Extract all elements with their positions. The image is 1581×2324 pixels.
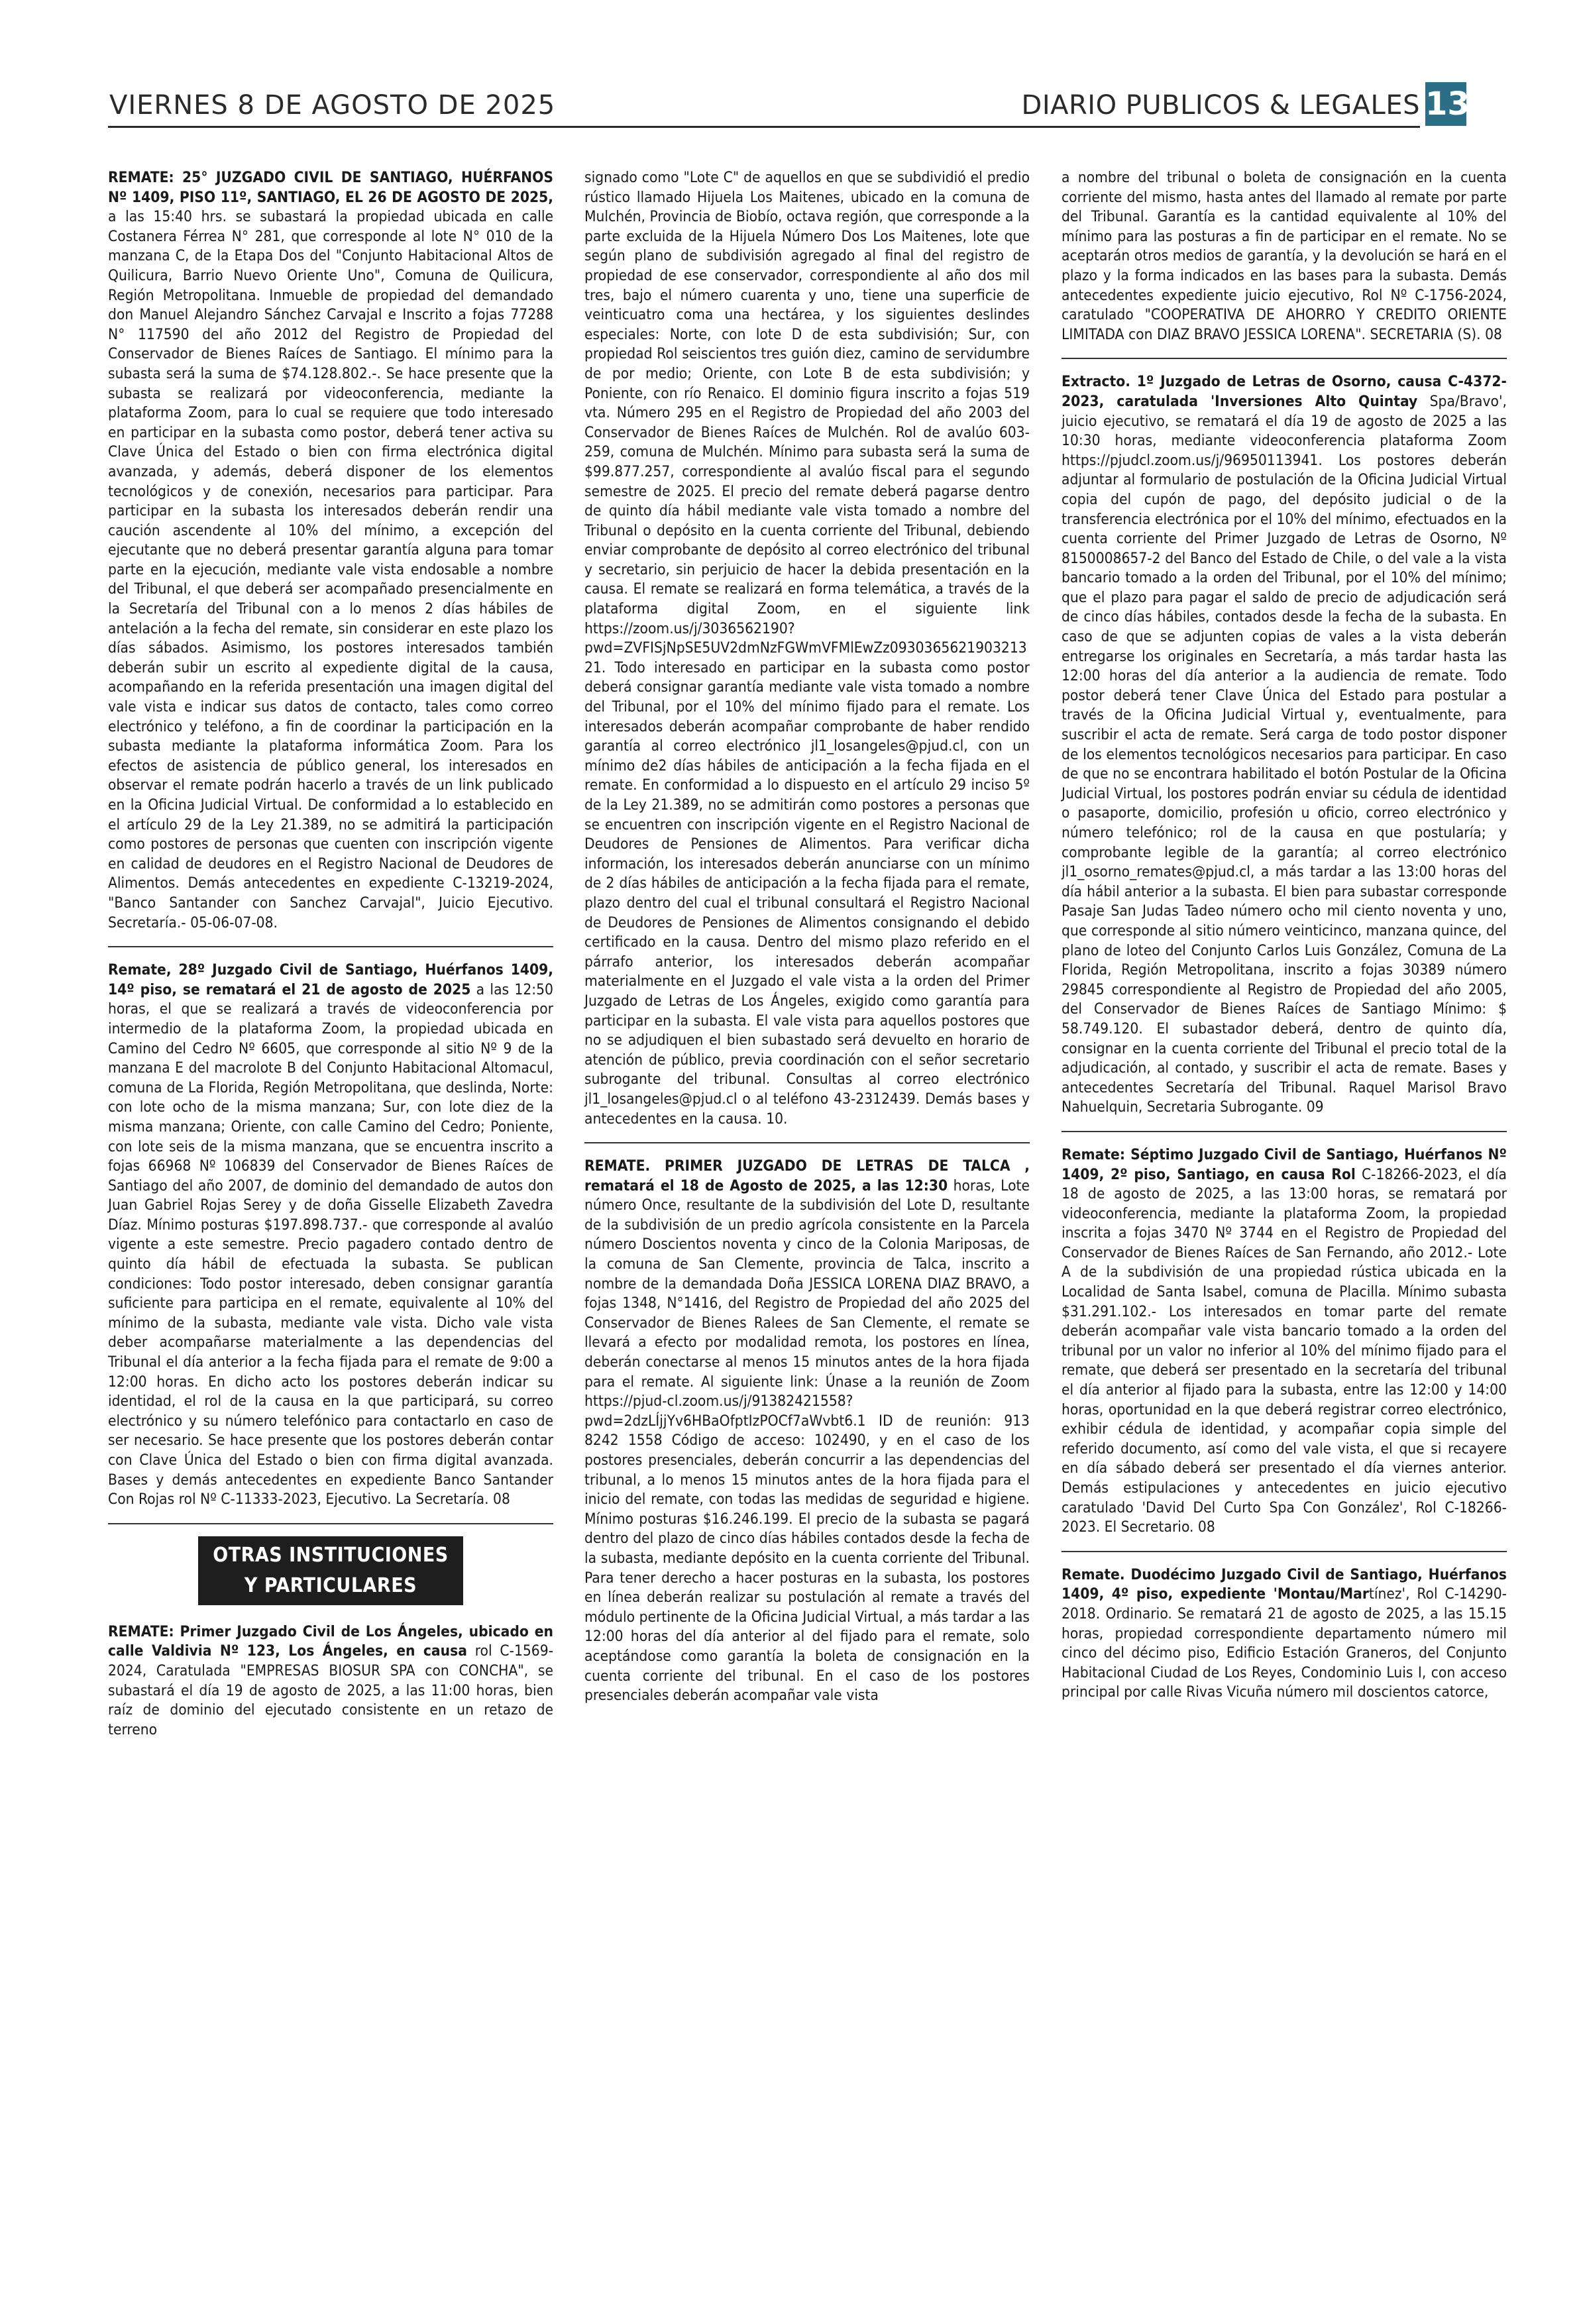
notice-heading: Extracto. 1º Juzgado de Letras de Osorno, causa C-4372-2023, caratulada 'Inversiones Alto Quintay bbox=[1062, 373, 1507, 410]
notice-body: a las 15:40 hrs. se subastará la propiedad ubicada en calle Costanera Férrea N° 281, que corresponde al lote N° 010 de la manzana C, de la Etapa Dos del "Conjunto Habitacional Altos de Quilicura, Barrio Nuevo Oriente Uno", Comuna de Quilicura, Región Metropolitana. Inmueble de propiedad del demandado don Manuel Alejandro Sánchez Carvajal e Inscrito a fojas 77288 N° 117590 del año 2012 del Registro de Propiedad del Conservador de Bienes Raíces de Santiago. El mínimo para la subasta será la suma de $74.128.802.-. Se hace presente que la subasta se realizará por videoconferencia, mediante la plataforma Zoom, para lo cual se requiere que todo interesado en participar en la subasta como postor, deberá tener activa su Clave Única del Estado o bien con firma electrónica digital avanzada, y además, deberá disponer de los elementos tecnológicos y de conexión, necesarios para participar. Para participar en la subasta los interesados deberán rendir una caución ascendente al 10% del mínimo, a excepción del ejecutante que no deberá presentar garantía alguna para tomar parte en la ejecución, mediante vale vista endosable a nombre del Tribunal, el que deberá ser acompañado presencialmente en la Secretaría del Tribunal con a lo menos 2 días hábiles de antelación a la fecha del remate, sin considerar en este plazo los días sábados. Asimismo, los postores interesados también deberán subir un escrito al expediente digital de la causa, acompañando en la referida presentación una imagen digital del vale vista e indicar sus datos de contacto, tales como correo electrónico y teléfono, a fin de coordinar la participación en la subasta mediante la plataforma informática Zoom. Para los efectos de asistencia de público general, los interesados en observar el remate podrán hacerlo a través de un link publicado en la Oficina Judicial Virtual. De conformidad a lo establecido en el artículo 29 de la Ley 21.389, no se admitirá la participación como postores de personas que cuenten con inscripción vigente en calidad de deudores en el Registro Nacional de Deudores de Alimentos. Demás antecedentes en expediente C-13219-2024, "Banco Santander con Sanchez Carvajal", Juicio Ejecutivo. Secretaría.- 05-06-07-08. bbox=[108, 208, 553, 931]
section-rule bbox=[108, 1523, 553, 1524]
section-title-box bbox=[198, 1536, 463, 1605]
notice-extracto-osorno bbox=[1062, 372, 1507, 1118]
notice-divider bbox=[1062, 358, 1507, 359]
notice-remate-25-juzgado bbox=[108, 168, 553, 933]
notice-divider bbox=[108, 946, 553, 947]
issue-date: VIERNES 8 DE AGOSTO DE 2025 bbox=[109, 90, 556, 121]
notice-body: signado como "Lote C" de aquellos en que se subdividió el predio rústico llamado Hijuela Los Maitenes, ubicado en la comuna de Mulchén, Provincia de Biobío, octava región, que corresponde a la parte excluida de la Hijuela Número Dos Los Maitenes, lote que según plano de subdivisión agregado al final del registro de propiedad de ese conservador, correspondiente al año dos mil tres, bajo el número cuarenta y uno, tiene una superficie de veinticuatro coma una hectárea, y los siguientes deslindes especiales: Norte, con lote D de esta subdivisión; Sur, con propiedad Rol seiscientos tres guión diez, camino de servidumbre de por medio; Oriente, con Lote B de esta subdivisión; y Poniente, con río Renaico. El dominio figura inscrito a fojas 519 vta. Número 295 en el Registro de Propiedad del año 2003 del Conservador de Bienes Raíces de Mulchén. Rol de avalúo 603-259, comuna de Mulchén. Mínimo para subasta será la suma de $99.877.257, correspondiente al avalúo fiscal para el segundo semestre de 2025. El precio del remate deberá pagarse dentro de quinto día hábil mediante vale vista tomado a nombre del Tribunal o depósito en la cuenta corriente del Tribunal, debiendo enviar comprobante de depósito al correo electrónico del tribunal y secretario, sin perjuicio de hacer la debida presentación en la causa. El remate se realizará en forma telemática, a través de la plataforma digital Zoom, en el siguiente link https://zoom.us/j/3036562190?pwd=ZVFISjNpSE5UV2dmNzFGWmVFMlEwZz093036562190321321. Todo interesado en participar en la subasta como postor deberá consignar garantía mediante vale vista tomado a nombre del Tribunal, por el 10% del mínimo fijado para el remate. Los interesados deberán acompañar comprobante de haber rendido garantía al correo electrónico jl1_losangeles@pjud.cl, con un mínimo de2 días hábiles de anticipación a la fecha fijada en el remate. En conformidad a lo dispuesto en el artículo 29 inciso 5º de la Ley 21.389, no se admitirán como postores a personas que se encuentren con inscripción vigente en el Registro Nacional de Deudores de Pensiones de Alimentos. Para verificar dicha información, los interesados deberán anunciarse con un mínimo de 2 días hábiles de anticipación a la fecha fijada para el remate, plazo dentro del cual el tribunal consultará el Registro Nacional de Deudores de Pensiones de Alimentos consignando el debido certificado en la causa. Dentro del mismo plazo referido en el párrafo anterior, los interesados deberán acompañar materialmente en el Juzgado el vale vista a la orden del Primer Juzgado de Letras de Los Ángeles, exigido como garantía para participar en la subasta. El vale vista para aquellos postores que no se adjudiquen el bien subastado será devuelto en horario de atención de público, previa coordinación con el señor secretario subrogante del tribunal. Consultas al correo electrónico jl1_losangeles@pjud.cl o al teléfono 43-2312439. Demás bases y antecedentes en la causa. 10. bbox=[584, 169, 1030, 1128]
notice-heading: Remate: Séptimo Juzgado Civil de Santiago, Huérfanos Nº 1409, 2º piso, Santiago, en causa Rol bbox=[1062, 1145, 1507, 1183]
notice-remate-28-juzgado bbox=[108, 961, 553, 1510]
notice-heading: REMATE. PRIMER JUZGADO DE LETRAS DE TALCA , rematará el 18 de Agosto de 2025, a las 12:30 bbox=[584, 1157, 1030, 1194]
notice-body: C-18266-2023, el día 18 de agosto de 2025, a las 13:00 horas, se rematará por videoconferencia, mediante la plataforma Zoom, la propiedad inscrita a fojas 3470 Nº 3744 en el Registro de Propiedad del Conservador de Bienes Raíces de San Fernando, año 2012.- Lote A de la subdivisión de una propiedad rústica ubicada en la Localidad de Santa Isabel, comuna de Placilla. Mínimo subasta $31.291.102.- Los interesados en tomar parte del remate deberán acompañar vale vista bancario tomado a la orden del tribunal por un valor no inferior al 10% del mínimo fijado para el remate, que deberá ser presentado en la secretaría del tribunal el día anterior al fijado para la subasta, entre las 12:00 y 14:00 horas, oportunidad en la que deberá registrar correo electrónico, exhibir cédula de identidad, y acompañar copia simple del referido documento, así como del vale vista, el que si recayere en día sábado deberá ser presentado el día viernes anterior. Demás estipulaciones y antecedentes en juicio ejecutivo caratulado 'David Del Curto Spa Con González', Rol C-18266-2023. El Secretario. 08 bbox=[1062, 1165, 1507, 1536]
notice-body: a las 12:50 horas, el que se realizará a través de videoconferencia por intermedio de la plataforma Zoom, la propiedad ubicada en Camino del Cedro Nº 6605, que corresponde al sitio Nº 9 de la manzana E del macrolote B del Conjunto Habitacional Altomacul, comuna de La Florida, Región Metropolitana, que deslinda, Norte: con lote ocho de la misma manzana; Sur, con lote diez de la misma manzana; Oriente, con calle Camino del Cedro; Poniente, con lote seis de la misma manzana, que se encuentra inscrito a fojas 66968 Nº 106839 del Conservador de Bienes Raíces de Santiago del año 2007, de dominio del demandado de autos don Juan Gabriel Rojas Serey y de doña Gisselle Elizabeth Zavedra Díaz. Mínimo posturas $197.898.737.- que corresponde al avalúo vigente a este semestre. Precio pagadero contado dentro de quinto día hábil de efectuada la subasta. Se publican condiciones: Todo postor interesado, deben consignar garantía suficiente para participa en el remate, equivalente al 10% del mínimo de la subasta, mediante vale vista. Dicho vale vista deber acompañarse materialmente a las dependencias del Tribunal el día anterior a la fecha fijada para el remate de 9:00 a 12:00 horas. En dicho acto los postores deberán indicar su identidad, el rol de la causa en la que participará, su correo electrónico y su número telefónico para contactarlo en caso de ser necesario. Se hace presente que los postores deberán contar con Clave Única del Estado o bien con firma digital avanzada. Bases y demás antecedentes en expediente Banco Santander Con Rojas rol Nº C-11333-2023, Ejecutivo. La Secretaría. 08 bbox=[108, 980, 553, 1508]
column-2 bbox=[584, 168, 1030, 1719]
notice-divider bbox=[1062, 1131, 1507, 1132]
notice-continuation-los-angeles bbox=[584, 168, 1030, 1129]
notice-divider bbox=[584, 1142, 1030, 1143]
notice-heading: REMATE: Primer Juzgado Civil de Los Ángeles, ubicado en calle Valdivia Nº 123, Los Ángeles, en causa bbox=[108, 1622, 553, 1660]
notice-body: Spa/Bravo', juicio ejecutivo, se rematará el día 19 de agosto de 2025 a las 10:30 horas, mediante videoconferencia plataforma Zoom https://pjudcl.zoom.us/j/96950113941. Los postores deberán adjuntar al formulario de postulación de la Oficina Judicial Virtual copia del cupón de pago, del depósito judicial o de la transferencia electrónica por el 10% del mínimo, efectuados en la cuenta corriente del Primer Juzgado de Letras de Osorno, Nº 8150008657-2 del Banco del Estado de Chile, o del vale a la vista bancario tomado a la orden del Tribunal, por el 10% del mínimo; que el plazo para pagar el saldo de precio de adjudicación será de cinco días hábiles, contados desde la fecha de la subasta. En caso de que se adjunten copias de vales a la vista deberán entregarse los originales en Secretaría, a más tardar hasta las 12:00 horas del día anterior a la audiencia de remate. Todo postor deberá tener Clave Única del Estado para postular a través de la Oficina Judicial Virtual y, eventualmente, para suscribir el acta de remate. Será carga de todo postor disponer de los elementos tecnológicos necesarios para participar. En caso de que no se encontrara habilitado el botón Postular de la Oficina Judicial Virtual, los postores podrán enviar su cédula de identidad o pasaporte, domicilio, profesión u oficio, correo electrónico y número telefónico; rol de la causa en que postularía; y comprobante legible de la garantía; al correo electrónico jl1_osorno_remates@pjud.cl, a más tardar a las 13:00 horas del día hábil anterior a la subasta. El bien para subastar corresponde Pasaje San Judas Tadeo número ocho mil ciento noventa y uno, que corresponde al sitio número veinticinco, manzana quince, del plano de loteo del Conjunto Carlos Luis González, Comuna de La Florida, Región Metropolitana, inscrito a fojas 30389 número 29845 correspondiente al Registro de Propiedad del año 2005, del Conservador de Bienes Raíces de Santiago Mínimo: $ 58.749.120. El subastador deberá, dentro de quinto día, consignar en la cuenta corriente del Tribunal el precio total de la adjudicación, al contado, y suscribir el acta de remate. Bases y antecedentes Secretaría del Tribunal. Raquel Marisol Bravo Nahuelquin, Secretaria Subrogante. 09 bbox=[1062, 392, 1507, 1116]
notice-body: rol C-1569-2024, Caratulada "EMPRESAS BIOSUR SPA con CONCHA", se subastará el día 19 de agosto de 2025, a las 11:00 horas, bien raíz de dominio del ejecutado consistente en un retazo de terreno bbox=[108, 1642, 553, 1738]
page-number: 13 bbox=[1425, 82, 1466, 126]
notice-remate-los-angeles bbox=[108, 1622, 553, 1740]
notice-divider bbox=[1062, 1551, 1507, 1552]
notice-body: a nombre del tribunal o boleta de consignación en la cuenta corriente del mismo, hasta antes del llamado al remate por parte del Tribunal. Garantía es la cantidad equivalente al 10% del mínimo para las posturas a fin de participar en el remate. No se aceptarán otros medios de garantía, y la devolución se hará en el plazo y la forma indicados en las bases para la subasta. Demás antecedentes expediente juicio ejecutivo, Rol Nº C-1756-2024, caratulado "COOPERATIVA DE AHORRO Y CREDITO ORIENTE LIMITADA con DIAZ BRAVO JESSICA LORENA". SECRETARIA (S). 08 bbox=[1062, 169, 1507, 343]
notice-remate-duodecimo-juzgado bbox=[1062, 1565, 1507, 1703]
column-3 bbox=[1062, 168, 1507, 1716]
page-header bbox=[108, 82, 1470, 134]
notice-body: tínez', Rol C-14290-2018. Ordinario. Se rematará 21 de agosto de 2025, a las 15.15 horas, propiedad correspondiente departamento número mil cinco del décimo piso, Edificio Estación Graneros, del Conjunto Habitacional Ciudad de Los Reyes, Condominio Luis I, con acceso principal por calle Rivas Vicuña número mil doscientos catorce, bbox=[1062, 1585, 1507, 1701]
section-title-line1: OTRAS INSTITUCIONES bbox=[213, 1543, 449, 1567]
notice-remate-talca bbox=[584, 1157, 1030, 1706]
notice-heading: Remate. Duodécimo Juzgado Civil de Santiago, Huérfanos 1409, 4º piso, expediente 'Montau/Mar bbox=[1062, 1565, 1507, 1603]
notice-continuation-talca bbox=[1062, 168, 1507, 344]
notice-body: horas, Lote número Once, resultante de la subdivisión del Lote D, resultante de la subdivisión de un predio agrícola consistente en la Parcela número Doscientos noventa y cinco de la Colonia Mariposas, de la comuna de San Clemente, provincia de Talca, inscrito a nombre de la demandada Doña JESSICA LORENA DIAZ BRAVO, a fojas 1348, N°1416, del Registro de Propiedad del año 2025 del Conservador de Bienes Ralees de San Clemente, el remate se llevará a efecto por modalidad remota, los postores en línea, deberán conectarse al menos 15 minutos antes de la hora fijada para el remate. Al siguiente link: Únase a la reunión de Zoom https://pjud-cl.zoom.us/j/91382421558?pwd=2dzLÍjjYv6HBaOfptIzPOCf7aWvbt6.1 ID de reunión: 913 8242 1558 Código de acceso: 102490, y en el caso de los postores presenciales, deberán concurrir a las dependencias del tribunal, a lo menos 15 minutos antes de la hora fijada para el inicio del remate, con todas las medidas de seguridad e higiene. Mínimo posturas $16.246.199. El precio de la subasta se pagará dentro del plazo de cinco días hábiles contados desde la fecha de la subasta, mediante depósito en la cuenta corriente del Tribunal. Para tener derecho a hacer posturas en la subasta, los postores en línea deberán realizar su postulación al remate a través del módulo pertinente de la Oficina Judicial Virtual, a más tardar a las 12:00 horas del día anterior al del fijado para el remate, solo aceptándose como garantía la boleta de consignación en la cuenta corriente del tribunal. En el caso de los postores presenciales deberán acompañar vale vista bbox=[584, 1177, 1030, 1705]
column-1 bbox=[108, 168, 553, 1753]
notice-remate-septimo-juzgado bbox=[1062, 1145, 1507, 1538]
section-title-line2: Y PARTICULARES bbox=[244, 1573, 417, 1597]
notice-heading: Remate, 28º Juzgado Civil de Santiago, Huérfanos 1409, 14º piso, se rematará el 21 de agosto de 2025 bbox=[108, 961, 553, 998]
notice-heading: REMATE: 25° JUZGADO CIVIL DE SANTIAGO, HUÉRFANOS Nº 1409, PISO 11º, SANTIAGO, EL 26 DE AGOSTO DE 2025, bbox=[108, 169, 553, 206]
newspaper-title: DIARIO PUBLICOS & LEGALES bbox=[1021, 90, 1420, 121]
header-rule bbox=[108, 126, 1420, 128]
